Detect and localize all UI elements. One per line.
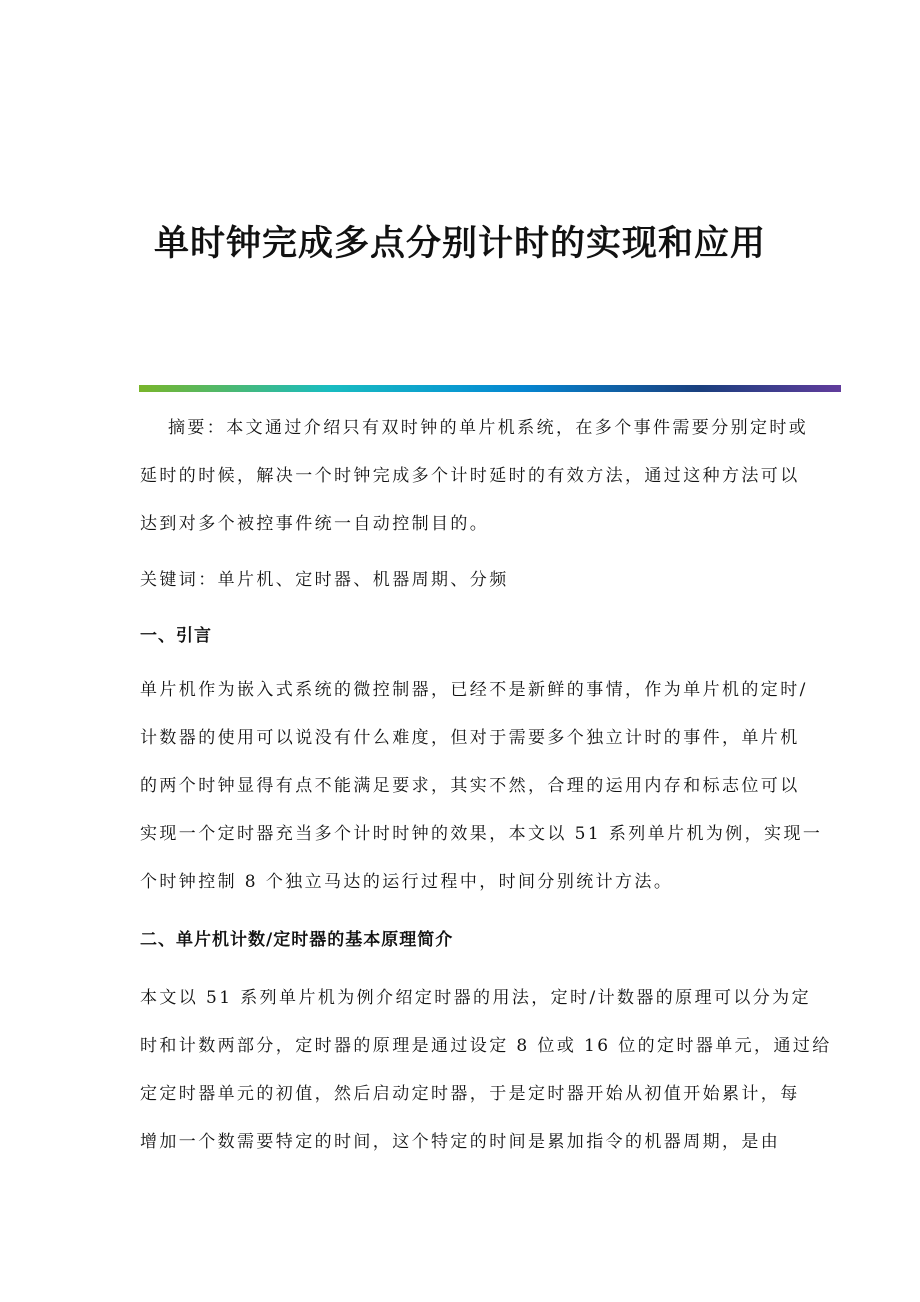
section-heading: 二、单片机计数/定时器的基本原理简介	[140, 930, 454, 950]
abstract-line: 摘要：本文通过介绍只有双时钟的单片机系统，在多个事件需要分别定时或	[168, 418, 809, 438]
body-line: 本文以 51 系列单片机为例介绍定时器的用法，定时/计数器的原理可以分为定	[140, 988, 811, 1008]
document-title: 单时钟完成多点分别计时的实现和应用	[153, 224, 766, 264]
gradient-divider	[139, 385, 841, 392]
abstract-line: 延时的时候，解决一个时钟完成多个计时延时的有效方法，通过这种方法可以	[140, 466, 800, 486]
body-line: 时和计数两部分，定时器的原理是通过设定 8 位或 16 位的定时器单元，通过给	[140, 1036, 832, 1056]
body-line: 增加一个数需要特定的时间，这个特定的时间是累加指令的机器周期，是由	[140, 1132, 781, 1152]
body-line: 个时钟控制 8 个独立马达的运行过程中，时间分别统计方法。	[140, 872, 674, 892]
body-line: 的两个时钟显得有点不能满足要求，其实不然，合理的运用内存和标志位可以	[140, 776, 800, 796]
section-heading: 一、引言	[140, 626, 212, 646]
body-line: 定定时器单元的初值，然后启动定时器，于是定时器开始从初值开始累计，每	[140, 1084, 800, 1104]
body-line: 单片机作为嵌入式系统的微控制器，已经不是新鲜的事情，作为单片机的定时/	[140, 680, 808, 700]
body-line: 计数器的使用可以说没有什么难度，但对于需要多个独立计时的事件，单片机	[140, 728, 800, 748]
abstract-line: 达到对多个被控事件统一自动控制目的。	[140, 514, 490, 534]
keywords: 关键词：单片机、定时器、机器周期、分频	[140, 570, 509, 590]
body-line: 实现一个定时器充当多个计时时钟的效果，本文以 51 系列单片机为例，实现一	[140, 824, 823, 844]
